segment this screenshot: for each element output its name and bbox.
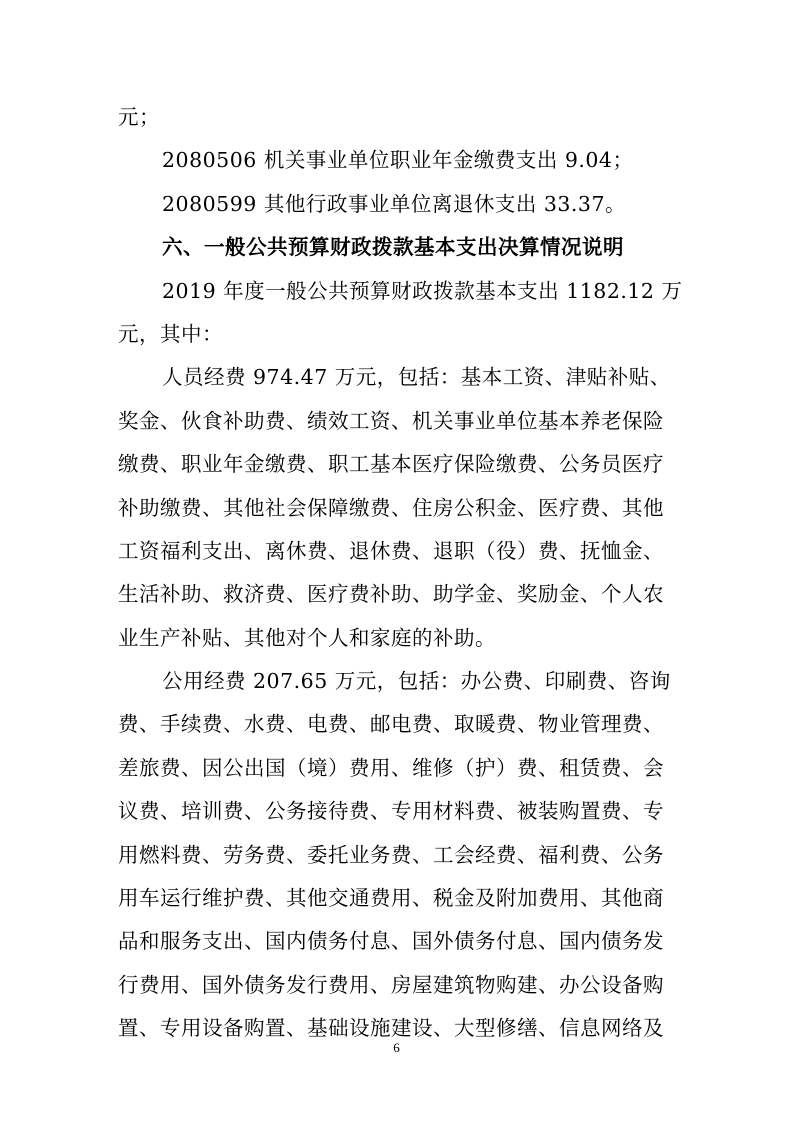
text-line: 公用经费 207.65 万元，包括：办公费、印刷费、咨询: [162, 669, 671, 694]
text-line: 用车运行维护费、其他交通费用、税金及附加费用、其他商: [118, 886, 664, 911]
text-line: 奖金、伙食补助费、绩效工资、机关事业单位基本养老保险: [118, 408, 664, 433]
text-line: 元；: [118, 105, 160, 129]
text-line: 差旅费、因公出国（境）费用、维修（护）费、租赁费、会: [118, 755, 664, 780]
section-heading: 六、一般公共预算财政拨款基本支出决算情况说明: [162, 235, 624, 260]
document-body: [118, 96, 683, 1051]
text-line: 行费用、国外债务发行费用、房屋建筑物购建、办公设备购: [118, 972, 664, 997]
text-line: 2080506 机关事业单位职业年金缴费支出 9.04；: [162, 148, 634, 173]
text-line: 元，其中：: [118, 321, 223, 346]
text-line: 置、专用设备购置、基础设施建设、大型修缮、信息网络及: [118, 1016, 664, 1041]
text-line: 工资福利支出、离休费、退休费、退职（役）费、抚恤金、: [118, 538, 664, 563]
text-line: 费、手续费、水费、电费、邮电费、取暖费、物业管理费、: [118, 712, 664, 737]
text-line: 人员经费 974.47 万元，包括：基本工资、津贴补贴、: [162, 365, 671, 390]
text-line: 生活补助、救济费、医疗费补助、助学金、奖励金、个人农: [118, 582, 664, 607]
text-line: 补助缴费、其他社会保障缴费、住房公积金、医疗费、其他: [118, 495, 664, 520]
text-line: 缴费、职业年金缴费、职工基本医疗保险缴费、公务员医疗: [118, 452, 664, 477]
text-line: 品和服务支出、国内债务付息、国外债务付息、国内债务发: [118, 929, 664, 954]
text-line: 议费、培训费、公务接待费、专用材料费、被装购置费、专: [118, 799, 664, 824]
text-line: 用燃料费、劳务费、委托业务费、工会经费、福利费、公务: [118, 842, 664, 867]
page-number: 6: [393, 1040, 400, 1055]
text-line: 2019 年度一般公共预算财政拨款基本支出 1182.12 万: [162, 278, 683, 303]
text-line: 业生产补贴、其他对个人和家庭的补助。: [118, 625, 496, 650]
text-line: 2080599 其他行政事业单位离退休支出 33.37。: [162, 191, 627, 216]
